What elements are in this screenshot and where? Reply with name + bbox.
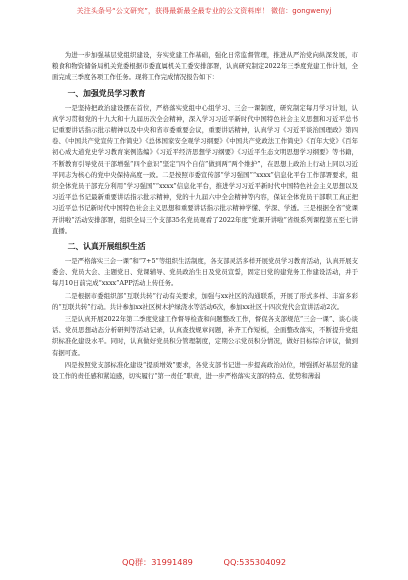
document-body [52, 50, 358, 383]
section-heading-2: 二、认真开展组织生活 [67, 242, 146, 252]
footer-qq: QQ:535304092 [223, 557, 287, 567]
header-banner: 关注头条号“公文研究”，获得最新最全最专业的公文资料库！ 微信：gongwenyj [76, 7, 332, 15]
footer-contact [0, 557, 408, 568]
intro-paragraph: 为进一步加强基层党组织建设，夯实党建工作基础，强化日常监督管理，推进从严治党向纵深发展，市粮食和物资储备局机关党委根据市委直属机关工委安排部署，认真研究制定2022年三季度党建工作计划，全面完成三季度各项工作任务。现将工作完成情况报告如下： [52, 51, 358, 82]
section-2-paragraph-3: 三是认真开展2022年第二季度党建工作督导检查和问题整改工作，督促各支部规范“三会一课”、谈心谈话、党员思想动态分析研判等活动记录，认真查找规章问题，补齐工作短板，全面整改落实，不断提升党组织标准化建设水平。同时，认真做好党员积分管理制度，定期公示党员积分情况，做好目标综合评议，做到有据可查。 [52, 315, 358, 357]
section-2-paragraph-4: 四是按照党支部标准化建设“提质增效”要求，各党支部书记进一步提高政治站位，增强抓好基层党的建设工作的责任感和紧迫感，切实履行“第一责任”职责，进一步严格落实支部的特点、优势和薄弱 [52, 360, 358, 381]
section-2-paragraph-1: 一是严格落实三会一课”和“7+5”等组织生活制度，各支部灵活多样开展党员学习教育活动，认真开展支委会、党员大会、主题党日、党课辅导、党员政治生日及党员宣誓，固定日党的建党务工作建设活动，并于每月10日前完成“xxxx”APP活动上传任务。 [52, 257, 358, 288]
section-heading-1: 一、加强党员学习教育 [67, 88, 146, 98]
footer-qq-group: QQ群：31991489 [121, 557, 193, 567]
section-2-paragraph-2: 二是根据市委组织部“互联共转”行动有关要求，加强与xx社区的沟通联系，开展了形式多样、丰富多彩的“互联共转”行动。共计参加xx社区树木护绿浇水等活动6次，参加xx社区十四次党代会宣讲活动2次。 [52, 291, 358, 311]
section-1-paragraph-1: 一是坚持把政治建设摆在首位，严格落实党组中心组学习、三会一课制度，研究制定每月学习计划，认真学习贯彻党的十九大和十九届历次全会精神，深入学习习近平新时代中国特色社会主义思想和习近平总书记重要讲话指示批示精神以及中央和省市委重要会议，重要讲话精神，认真学习《习近平谈治国理政》第四卷、《中国共产党宣传工作简史》《总体国家安全观学习纲要》《中国共产党政法工作简史》《百年大党》《百年初心成大道党史学习教育案例选编》《习近平经济思想学习纲要》《习近平生态文明思想学习纲要》等书籍，不断教育引导党员干部增强“四个意识”坚定“四个自信”做到两“两个维护”，在思想上政治上行动上同以习近平同志为核心的党中央保持高度一致。二是按照市委宣传部“学习强国”“xxxx”信息化平台工作部署要求，组织全体党员干部充分利用“学习强国”“xxxx”信息化平台，推进学习习近平新时代中国特色社会主义思想以及习近平总书记最新重要讲话指示批示精神，党的十九届六中全会精神等内容，保证全体党员干部职工真正把习近平总书记新时代中国特色社会主义思想和重要讲话指示批示精神学懂、学深、学透。三是根据全省“党课开讲啦”活动安排部署，组织全局三个支部35名党员观看了2022年度“党课开讲啦”省级系列课程第五至七讲直播。 [52, 103, 358, 235]
